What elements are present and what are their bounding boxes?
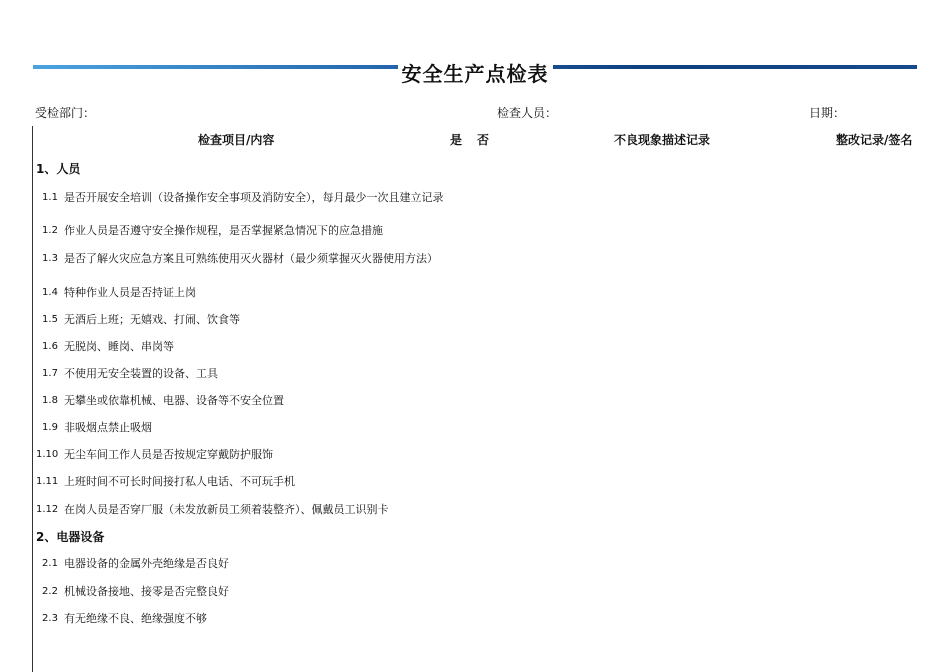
col-header-yes: 是 xyxy=(450,133,463,147)
item-text: 有无绝缘不良、绝缘强度不够 xyxy=(64,611,207,625)
dept-label: 受检部门： xyxy=(35,106,96,120)
list-item xyxy=(36,583,456,599)
col-header-item: 检查项目/内容 xyxy=(198,133,275,147)
item-text: 无攀坐或依靠机械、电器、设备等不安全位置 xyxy=(64,393,284,407)
item-text: 不使用无安全装置的设备、工具 xyxy=(64,366,218,380)
table-left-border xyxy=(32,126,33,672)
item-text: 非吸烟点禁止吸烟 xyxy=(64,420,152,434)
item-text: 是否开展安全培训（设备操作安全事项及消防安全），每月最少一次且建立记录 xyxy=(64,190,444,204)
item-text: 是否了解火灾应急方案且可熟练使用灭火器材（最少须掌握灭火器使用方法） xyxy=(64,251,438,265)
list-item xyxy=(36,222,456,238)
item-number: 1.5 xyxy=(42,313,58,325)
item-text: 无脱岗、睡岗、串岗等 xyxy=(64,339,174,353)
list-item xyxy=(36,501,456,517)
list-item xyxy=(36,392,456,408)
list-item xyxy=(36,419,456,435)
item-text: 无酒后上班；无嬉戏、打闹、饮食等 xyxy=(64,312,240,326)
item-number: 1.12 xyxy=(36,503,59,515)
col-header-rectify: 整改记录/签名 xyxy=(836,133,913,147)
item-number: 2.2 xyxy=(42,585,58,597)
item-number: 1.3 xyxy=(42,252,58,264)
item-number: 1.10 xyxy=(36,448,59,460)
col-header-defect: 不良现象描述记录 xyxy=(614,133,711,147)
item-number: 1.8 xyxy=(42,394,58,406)
item-number: 2.3 xyxy=(42,612,58,624)
page-title: 安全生产点检表 xyxy=(0,58,950,87)
section-title: 1、人员 xyxy=(36,162,81,176)
item-text: 在岗人员是否穿厂服（未发放新员工须着装整齐）、佩戴员工识别卡 xyxy=(64,502,389,516)
item-number: 1.1 xyxy=(42,191,58,203)
item-number: 2.1 xyxy=(42,557,58,569)
list-item xyxy=(36,311,456,327)
item-number: 1.2 xyxy=(42,224,58,236)
list-item xyxy=(36,365,456,381)
item-number: 1.9 xyxy=(42,421,58,433)
item-text: 特种作业人员是否持证上岗 xyxy=(64,285,196,299)
item-text: 电器设备的金属外壳绝缘是否良好 xyxy=(64,556,229,570)
item-number: 1.4 xyxy=(42,286,58,298)
item-text: 无尘车间工作人员是否按规定穿戴防护服饰 xyxy=(64,447,273,461)
list-item xyxy=(36,284,456,300)
list-item xyxy=(36,338,456,354)
list-item xyxy=(36,182,456,212)
list-item xyxy=(36,446,456,462)
item-text: 作业人员是否遵守安全操作规程，是否掌握紧急情况下的应急措施 xyxy=(64,223,383,237)
section-title: 2、电器设备 xyxy=(36,530,105,544)
item-number: 1.6 xyxy=(42,340,58,352)
item-text: 机械设备接地、接零是否完整良好 xyxy=(64,584,229,598)
item-number: 1.7 xyxy=(42,367,58,379)
list-item xyxy=(36,243,456,273)
item-number: 1.11 xyxy=(36,475,59,487)
list-item xyxy=(36,555,456,571)
item-text: 上班时间不可长时间接打私人电话、不可玩手机 xyxy=(64,474,295,488)
col-header-no: 否 xyxy=(477,133,490,147)
list-item xyxy=(36,473,456,489)
inspector-label: 检查人员： xyxy=(497,106,558,120)
list-item xyxy=(36,610,456,626)
date-label: 日期： xyxy=(809,106,846,120)
